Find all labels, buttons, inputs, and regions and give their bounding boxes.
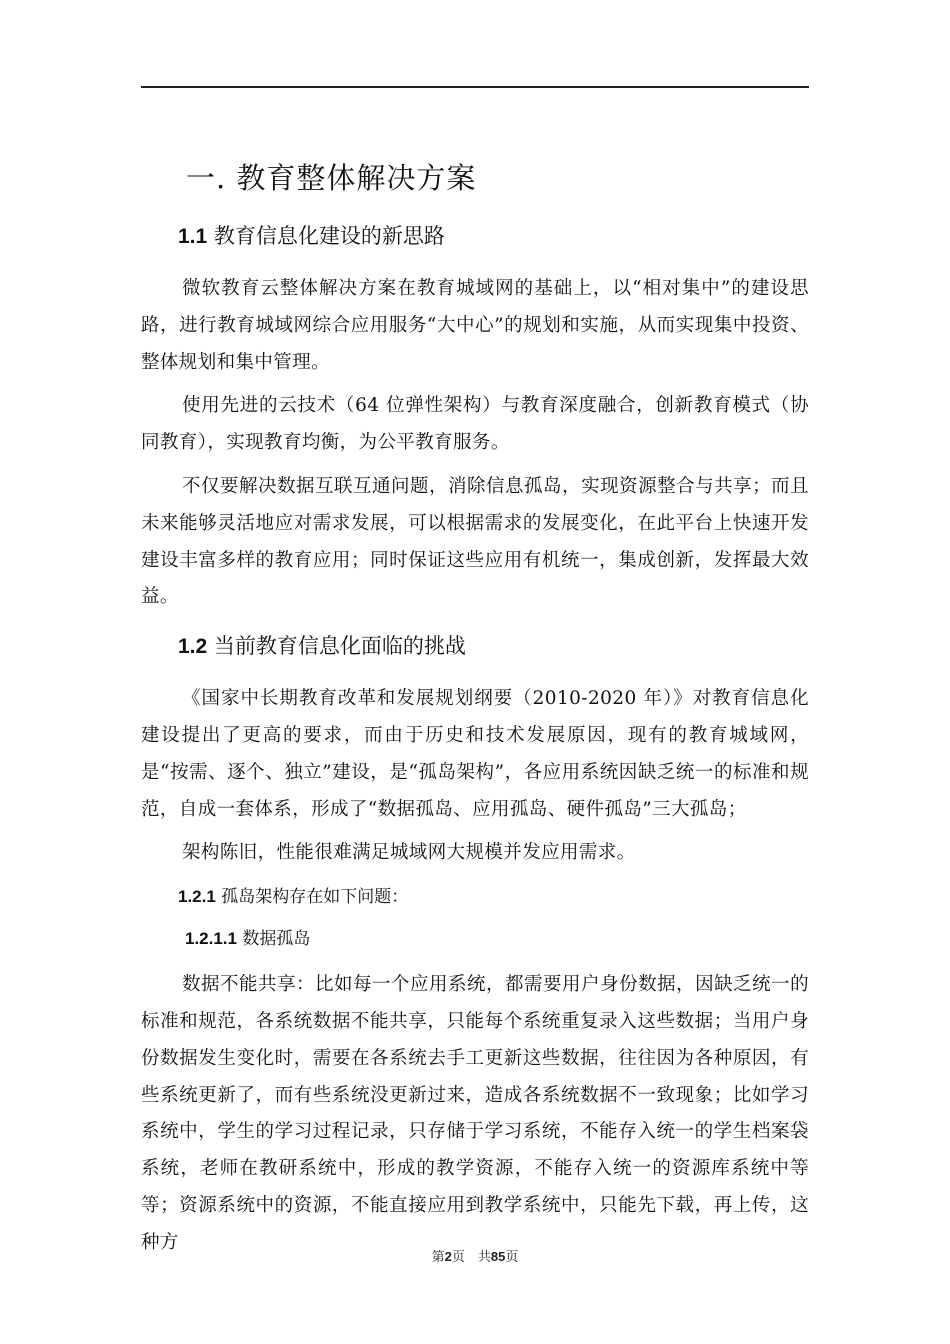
page-footer	[0, 1246, 950, 1265]
section-title: 数据孤岛	[242, 929, 311, 950]
section-heading-1-2-1-1	[185, 921, 809, 957]
section-heading-1-1	[178, 219, 809, 254]
section-title: 当前教育信息化面临的挑战	[213, 634, 466, 659]
footer-middle: 页 共	[451, 1250, 491, 1265]
paragraph: 不仅要解决数据互联互通问题，消除信息孤岛，实现资源整合与共享；而且未来能够灵活地应对需求发展，可以根据需求的发展变化，在此平台上快速开发建设丰富多样的教育应用；同时保证这些应用有机统一，集成创新，发挥最大效益。	[141, 475, 809, 608]
section-number: 1.2.1.1	[185, 929, 237, 949]
footer-prefix: 第	[431, 1250, 445, 1265]
document-body	[141, 150, 809, 1269]
total-page-count: 85	[490, 1249, 506, 1264]
paragraph: 数据不能共享：比如每一个应用系统，都需要用户身份数据，因缺乏统一的标准和规范，各系统数据不能共享，只能每个系统重复录入这些数据；当用户身份数据发生变化时，需要在各系统去手工更新这些数据，往往因为各种原因，有些系统更新了，而有些系统没更新过来，造成各系统数据不一致现象；比如学习系统中，学生的学习过程记录，只存储于学习系统，不能存入统一的学生档案袋系统，老师在教研系统中，形成的教学资源，不能存入统一的资源库系统中等等；资源系统中的资源，不能直接应用到教学系统中，只能先下载，再上传，这种方	[141, 974, 809, 1253]
section-title: 孤岛架构存在如下问题：	[221, 887, 409, 908]
paragraph: 使用先进的云技术（64 位弹性架构）与教育深度融合，创新教育模式（协同教育），实现教育均衡，为公平教育服务。	[141, 395, 809, 454]
paragraph: 架构陈旧，性能很难满足城域网大规模并发应用需求。	[182, 842, 636, 864]
section-heading-1-2-1	[178, 879, 809, 915]
section-title: 教育信息化建设的新思路	[213, 224, 445, 248]
section-heading-1-2	[178, 629, 809, 664]
section-number: 1.1	[178, 225, 208, 248]
header-rule	[141, 86, 809, 88]
paragraph: 微软教育云整体解决方案在教育城域网的基础上，以“相对集中”的建设思路，进行教育城域网综合应用服务“大中心”的规划和实施，从而实现集中投资、整体规划和集中管理。	[141, 278, 809, 373]
footer-suffix: 页	[505, 1250, 519, 1265]
section-number: 1.2.1	[178, 887, 216, 907]
section-number: 1.2	[178, 635, 208, 659]
paragraph: 《国家中长期教育改革和发展规划纲要（2010-2020 年）》对教育信息化建设提出了更高的要求，而由于历史和技术发展原因，现有的教育城域网，是“按需、逐个、独立”建设，是“孤岛架构”，各应用系统因缺乏统一的标准和规范，自成一套体系，形成了“数据孤岛、应用孤岛、硬件孤岛”三大孤岛；	[141, 688, 809, 820]
current-page-number: 2	[444, 1249, 452, 1264]
chapter-heading: 一. 教育整体解决方案	[186, 161, 477, 195]
